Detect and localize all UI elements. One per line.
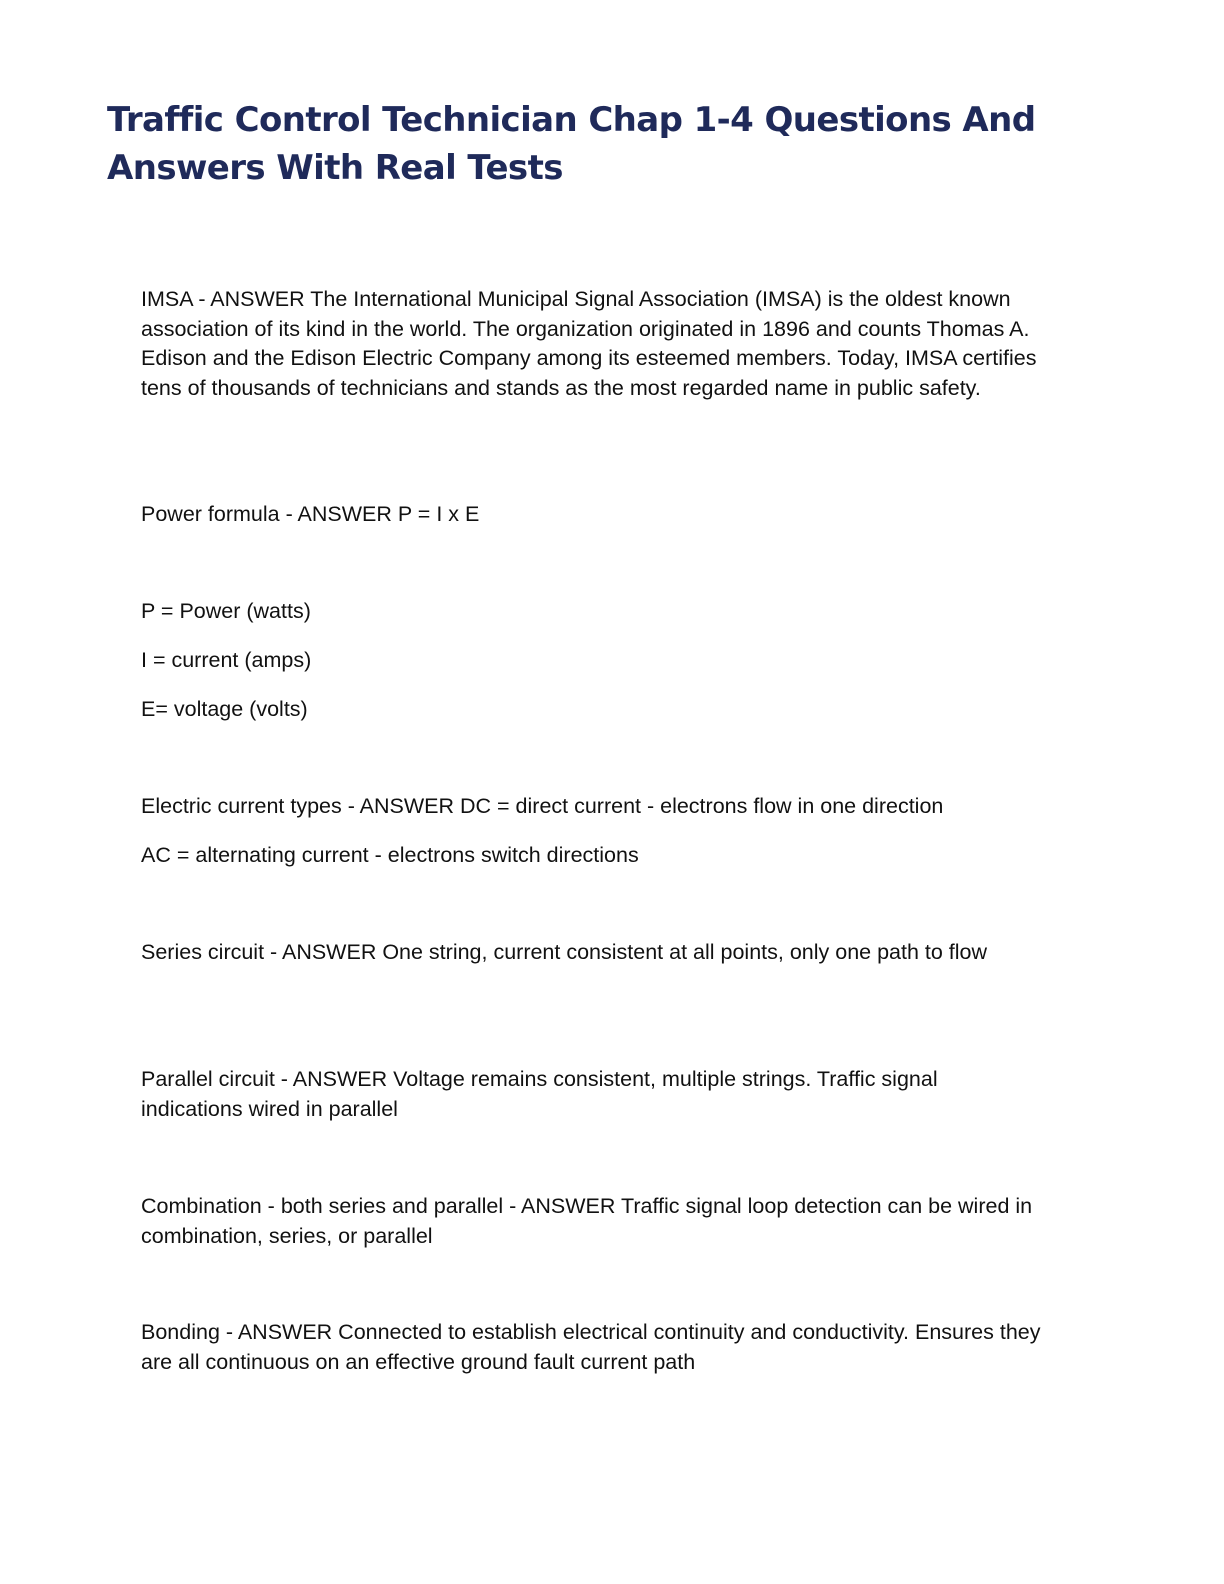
ac-definition: AC = alternating current - electrons switch directions (141, 843, 639, 867)
qa-bonding: Bonding - ANSWER Connected to establish electrical continuity and conductivity. Ensures they are all continuous on an effective ground fault current path (141, 1320, 1041, 1374)
page-title: Traffic Control Technician Chap 1-4 Questions And Answers With Real Tests (107, 100, 1036, 188)
qa-series-circuit: Series circuit - ANSWER One string, current consistent at all points, only one path to flow (141, 940, 988, 964)
formula-voltage: E= voltage (volts) (141, 697, 308, 721)
qa-parallel-circuit: Parallel circuit - ANSWER Voltage remains consistent, multiple strings. Traffic signal indications wired in parallel (141, 1067, 938, 1121)
qa-imsa: IMSA - ANSWER The International Municipal Signal Association (IMSA) is the oldest known association of its kind in the world. The organization originated in 1896 and counts Thomas A. Edison and the Edison Electric Company among its esteemed members. Today, IMSA certifies tens of thousands of technicians and stands as the most regarded name in public safety. (141, 287, 1037, 400)
formula-power: P = Power (watts) (141, 599, 311, 623)
qa-electric-current-types: Electric current types - ANSWER DC = direct current - electrons flow in one direction (141, 794, 944, 818)
formula-current: I = current (amps) (141, 648, 312, 672)
qa-power-formula: Power formula - ANSWER P = I x E (141, 502, 480, 526)
qa-combination: Combination - both series and parallel - ANSWER Traffic signal loop detection can be wired in combination, series, or parallel (141, 1194, 1033, 1248)
